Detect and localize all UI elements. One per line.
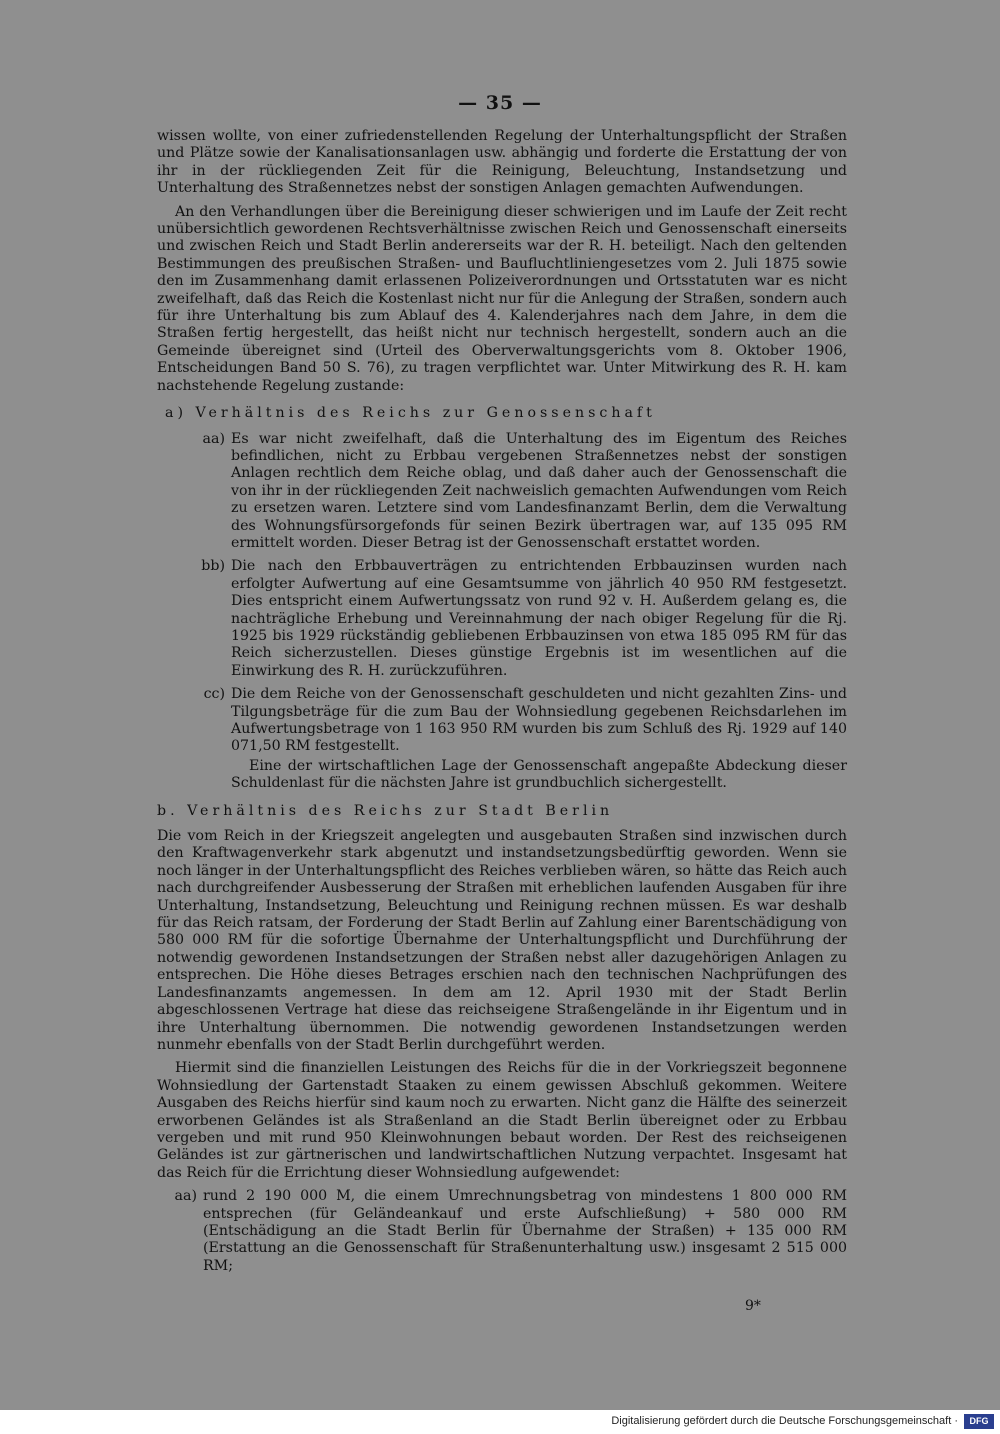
item-label: cc) — [203, 686, 225, 703]
item-label: bb) — [201, 558, 225, 575]
section-a-items — [199, 431, 847, 756]
item-text: Die dem Reiche von der Genossenschaft geschuldeten und nicht gezahlten Zins- und Tilgungsbeträge für die zum Bau der Wohnsiedlung gegebenen Reichsdarlehen im Aufwertungsbetrage von 1 163 950 RM wurden bis zum Schluß des Rj. 1929 auf 140 071,50 RM festgestellt. — [231, 686, 847, 755]
footer-credit: Digitalisierung gefördert durch die Deutsche Forschungsgemeinschaft · — [611, 1415, 958, 1427]
paragraph-2: An den Verhandlungen über die Bereinigung dieser schwierigen und im Laufe der Zeit recht unübersichtlich gewordenen Rechtsverhältnisse zwischen Reich und Genossenschaft einerseits und zwischen Reich und Stadt Berlin andererseits war der R. H. beteiligt. Nach den geltenden Bestimmungen des preußischen Straßen- und Baufluchtliniengesetzes vom 2. Juli 1875 sowie den im Zusammenhang damit erlassenen Polizeiverordnungen und Ortsstatuten war es nicht zweifelhaft, daß das Reich die Kostenlast nicht nur für die Anlegung der Straßen, sondern auch für ihre Unterhaltung bis zum Ablauf des 4. Kalenderjahres nach dem Jahre, in dem die Straßen fertig hergestellt, das heißt nicht nur technisch hergestellt, sondern auch an die Gemeinde übereignet sind (Urteil des Oberverwaltungsgerichts vom 8. Oktober 1906, Entscheidungen Band 50 S. 76), zu tragen verpflichtet war. Unter Mitwirkung des R. H. kam nachstehende Regelung zustande: — [157, 203, 847, 394]
item-label: aa) — [174, 1188, 197, 1205]
page-number: — 35 — — [458, 92, 542, 114]
section-a-title: Verhältnis des Reichs zur Genossenschaft — [195, 405, 656, 422]
footer-bar — [0, 1410, 1000, 1434]
list-item — [199, 431, 847, 553]
paragraph-3: Hiermit sind die finanziellen Leistungen des Reichs für die in der Vorkriegszeit begonnene Wohnsiedlung der Gartenstadt Staaken zu einem gewissen Abschluß gekommen. Weitere Ausgaben des Reichs hierfür sind kaum noch zu erwarten. Nicht ganz die Hälfte des seinerzeit erworbenen Geländes ist als Straßenland an die Stadt Berlin übereignet oder zu Erbbau vergeben und mit rund 950 Kleinwohnungen bebaut worden. Der Rest des reichseigenen Geländes ist zur gärtnerischen und landwirtschaftlichen Nutzung verpachtet. Insgesamt hat das Reich für die Errichtung dieser Wohnsiedlung aufgewendet: — [157, 1060, 847, 1181]
section-b-title: Verhältnis des Reichs zur Stadt Berlin — [187, 802, 614, 819]
section-a-continuation: Eine der wirtschaftlichen Lage der Genossenschaft angepaßte Abdeckung dieser Schuldenlast für die nächsten Jahre ist grundbuchlich sichergestellt. — [231, 757, 847, 792]
dfg-logo-icon: DFG — [964, 1414, 994, 1429]
item-text: Es war nicht zweifelhaft, daß die Unterhaltung des im Eigentum des Reiches befindlichen, nicht zu Erbbau vergebenen Straßennetzes nebst der sonstigen Anlagen rechtlich dem Reiche oblag, und daß daher auch der Genossenschaft die von ihr in der rückliegenden Zeit nachweislich gemachten Aufwendungen vom Reich zu ersetzen waren. Letztere sind vom Landesfinanzamt Berlin, dem die Verwaltung des Wohnungsfürsorgefonds für seinen Bezirk übertragen war, auf 135 095 RM ermittelt worden. Dieser Betrag ist der Genossenschaft erstattet worden. — [231, 430, 847, 551]
list-item — [199, 686, 847, 756]
item-text: rund 2 190 000 M, die einem Umrechnungsbetrag von mindestens 1 800 000 RM entsprechen (für Geländeankauf und erste Aufschließung) + 580 000 RM (Entschädigung an die Stadt Berlin für Übernahme der Straßen) + 135 000 RM (Erstattung an die Genossenschaft für Straßenunterhaltung usw.) insgesamt 2 515 000 RM; — [203, 1188, 847, 1274]
list-item — [199, 558, 847, 680]
section-a-heading — [165, 405, 847, 422]
section-b-label: b. — [157, 802, 179, 819]
item-text: Die nach den Erbbauverträgen zu entrichtenden Erbbauzinsen wurden nach erfolgter Aufwertung auf eine Gesamtsumme von jährlich 40 950 RM festgesetzt. Dies entspricht einem Aufwertungssatz von rund 92 v. H. Außerdem gelang es, die nachträgliche Erhebung und Vereinnahmung der nach obiger Regelung für die Rj. 1925 bis 1929 rückständig gebliebenen Erbbauzinsen von etwa 185 095 RM für das Reich sicherzustellen. Dieses günstige Ergebnis ist im wesentlichen auf die Einwirkung des R. H. zurückzuführen. — [231, 558, 847, 679]
final-list-item — [157, 1188, 847, 1275]
paragraph-1: wissen wollte, von einer zufriedenstellenden Regelung der Unterhaltungspflicht der Straßen und Plätze sowie der Kanalisationsanlagen usw. abhängig und forderte die Erstattung der von ihr in der rückliegenden Zeit für die Reinigung, Beleuchtung, Instandsetzung und Unterhaltung des Straßennetzes nebst der sonstigen Anlagen gemachten Aufwendungen. — [157, 128, 847, 197]
section-b-text: Die vom Reich in der Kriegszeit angelegten und ausgebauten Straßen sind inzwischen durch den Kraftwagenverkehr stark abgenutzt und instandsetzungsbedürftig geworden. Wenn sie noch länger in der Unterhaltungspflicht des Reiches verblieben wären, so hätte das Reich auch nach durchgreifender Ausbesserung der Straßen mit erheblichen laufenden Ausgaben für ihre Unterhaltung, Instandsetzung, Beleuchtung und Reinigung rechnen müssen. Es war deshalb für das Reich ratsam, der Forderung der Stadt Berlin auf Zahlung einer Barentschädigung von 580 000 RM für die sofortige Übernahme der Unterhaltungspflicht und Durchführung der notwendig gewordenen Instandsetzungen der Straßen nebst aller dazugehörigen Anlagen zu entsprechen. Die Höhe dieses Betrages erschien nach den technischen Nachprüfungen des Landesfinanzamts angemessen. In dem am 12. April 1930 mit der Stadt Berlin abgeschlossenen Vertrage hat diese das reichseigene Straßengelände in ihr Eigentum und in ihre Unterhaltung übernommen. Die notwendig gewordenen Instandsetzungen werden nunmehr ebenfalls von der Stadt Berlin durchgeführt werden. — [157, 828, 847, 1053]
document-body — [157, 128, 847, 1275]
section-b-heading — [157, 803, 847, 820]
item-label: aa) — [202, 430, 225, 447]
section-a-label: a) — [165, 405, 187, 422]
signature-mark: 9* — [745, 1298, 761, 1314]
